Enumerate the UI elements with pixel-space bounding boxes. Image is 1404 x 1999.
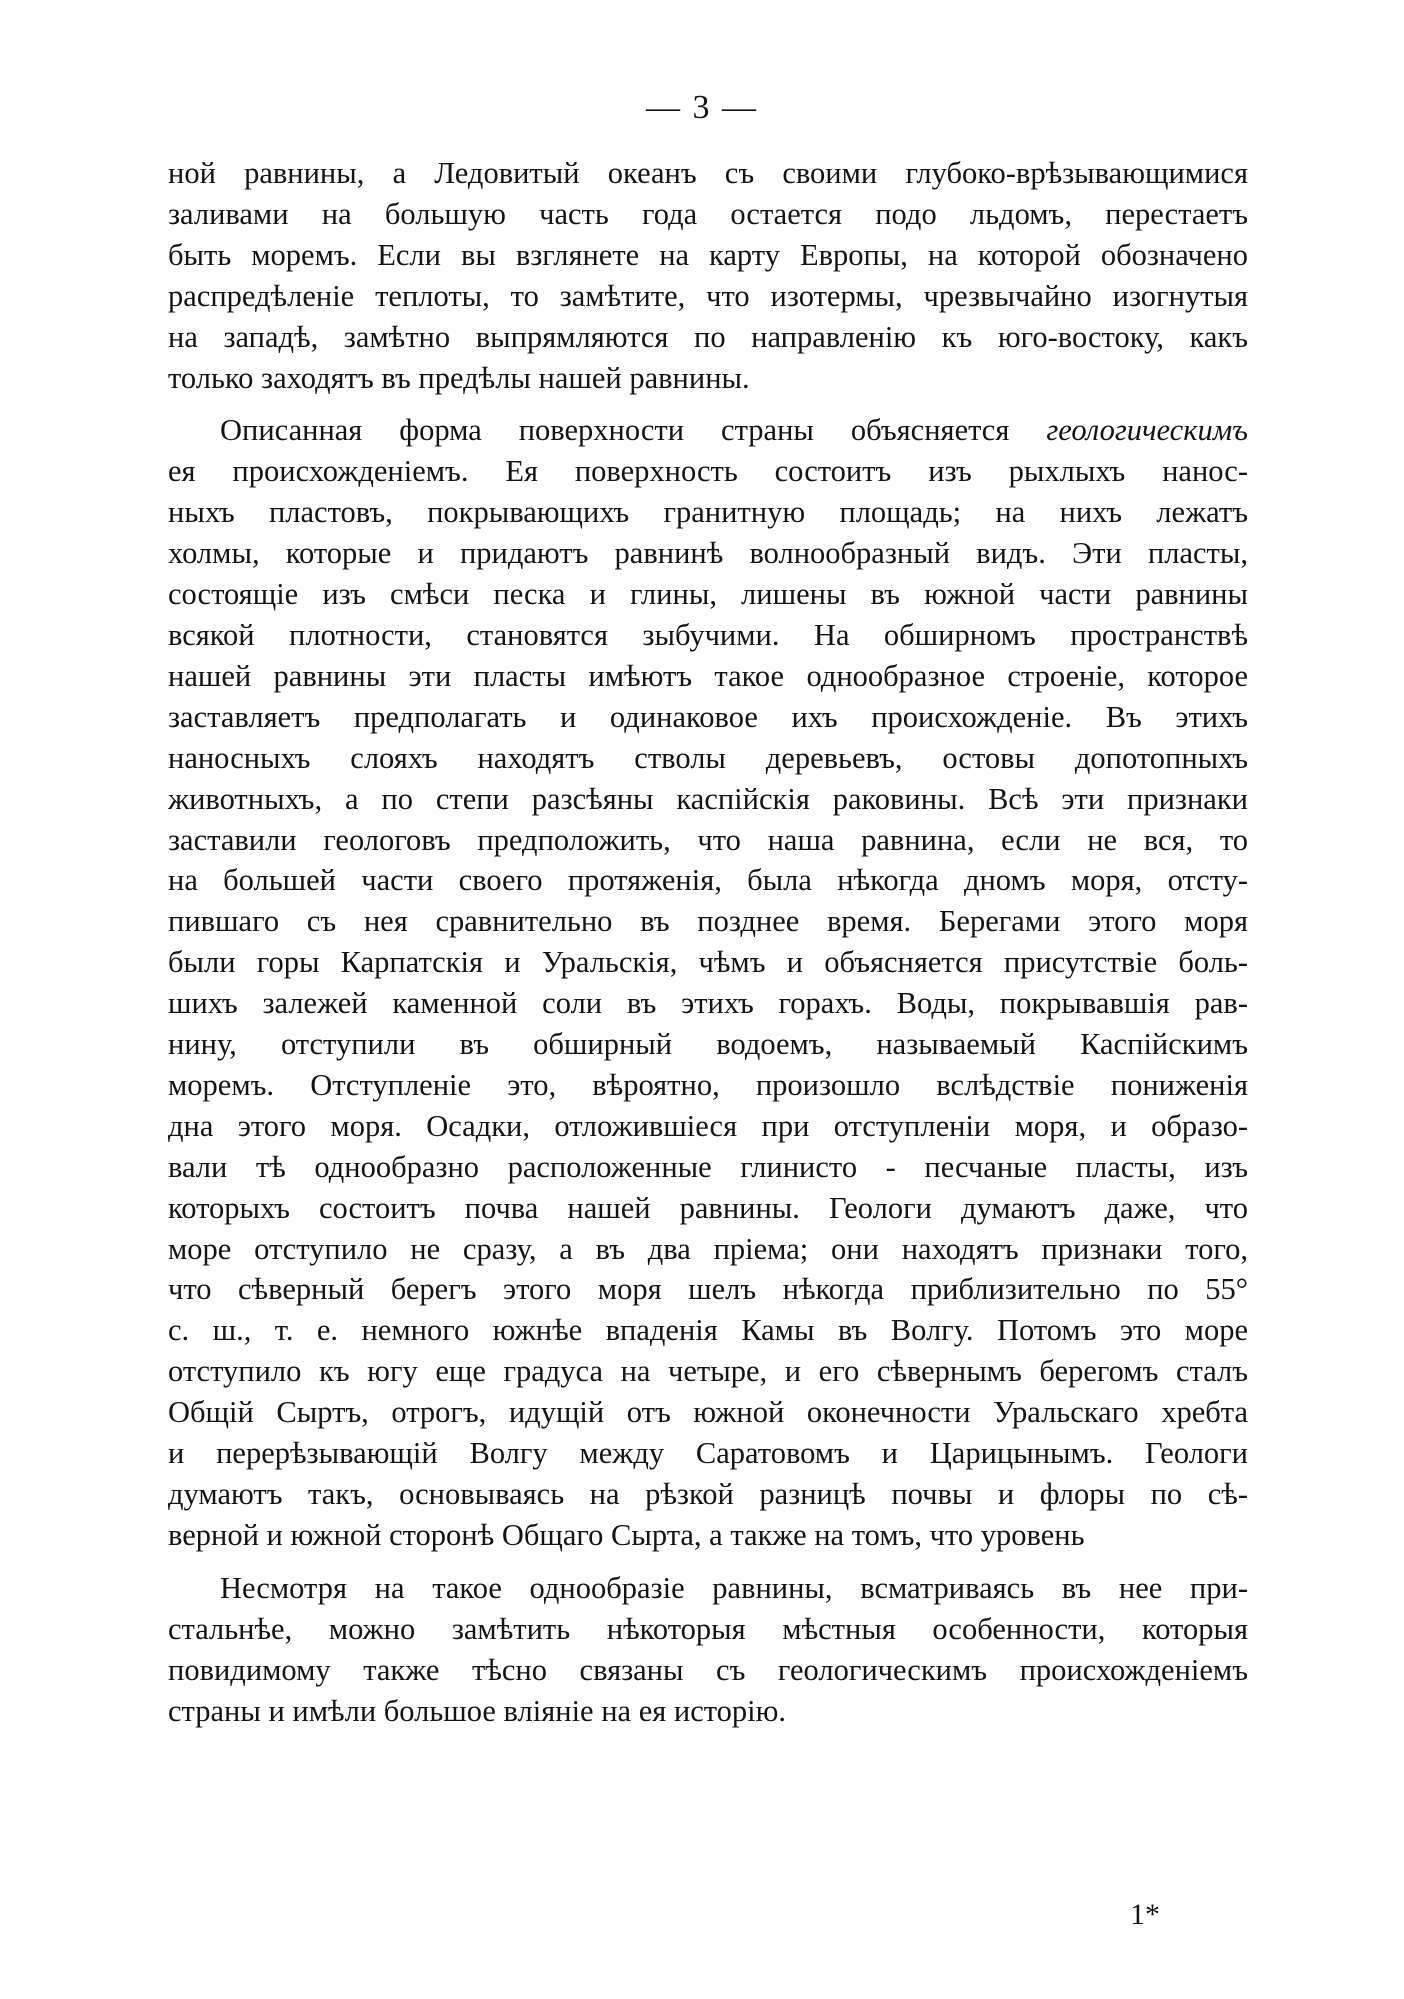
text-line: только заходятъ въ предѣлы нашей равнины. <box>168 360 750 395</box>
text-run: Описанная форма поверхности страны объясняется <box>220 413 1010 448</box>
text-line: повидимому также тѣсно связаны съ геологическимъ происхожденіемъ <box>168 1652 1248 1687</box>
paragraph-1 <box>168 153 1248 398</box>
text-line: верной и южной сторонѣ Общаго Сырта, а также на томъ, что уровень <box>168 1517 1085 1552</box>
text-line: и перерѣзывающій Волгу между Саратовомъ и Царицынымъ. Геологи <box>168 1436 1248 1471</box>
text-line <box>168 1568 1248 1609</box>
text-line: стальнѣе, можно замѣтить нѣкоторыя мѣстныя особенности, которыя <box>168 1611 1248 1646</box>
text-line: состоящіе изъ смѣси песка и глины, лишены въ южной части равнины <box>168 577 1248 612</box>
text-line: распредѣленіе теплоты, то замѣтите, что изотермы, чрезвычайно изогнутыя <box>168 278 1248 313</box>
text-line: нину, отступили въ обширный водоемъ, называемый Каспійскимъ <box>168 1027 1248 1062</box>
text-line: всякой плотности, становятся зыбучими. На обширномъ пространствѣ <box>168 617 1248 652</box>
paragraph-2 <box>168 410 1248 1555</box>
paragraph-3 <box>168 1568 1248 1732</box>
text-line: были горы Карпатскія и Уральскія, чѣмъ и объясняется присутствіе боль- <box>168 945 1248 980</box>
text-line: вали тѣ однообразно расположенные глинисто - песчаные пласты, изъ <box>168 1149 1248 1184</box>
text-line: холмы, которые и придаютъ равнинѣ волнообразный видъ. Эти пласты, <box>168 536 1248 571</box>
text-line: на большей части своего протяженія, была нѣкогда дномъ моря, отсту- <box>168 863 1248 898</box>
text-line: думаютъ такъ, основываясь на рѣзкой разницѣ почвы и флоры по сѣ- <box>168 1477 1248 1511</box>
text-line: моремъ. Отступленіе это, вѣроятно, произошло вслѣдствіе пониженія <box>168 1067 1248 1102</box>
text-line: пившаго съ нея сравнительно въ позднее время. Берегами этого моря <box>168 904 1248 939</box>
text-line: отступило къ югу еще градуса на четыре, и его сѣвернымъ берегомъ сталъ <box>168 1354 1248 1389</box>
text-line: с. ш., т. е. немного южнѣе впаденія Камы въ Волгу. Потомъ это море <box>168 1313 1248 1348</box>
text-line: на западѣ, замѣтно выпрямляются по направленію къ юго-востоку, какъ <box>168 319 1248 354</box>
text-line: быть моремъ. Если вы взглянете на карту Европы, на которой обозначено <box>168 237 1248 272</box>
text-line: страны и имѣли большое вліяніе на ея исторію. <box>168 1693 787 1728</box>
text-line: заставили геологовъ предположить, что наша равнина, если не вся, то <box>168 822 1248 857</box>
text-line: животныхъ, а по степи разсѣяны каспійскія раковины. Всѣ эти признаки <box>168 781 1248 816</box>
text-line: заливами на большую часть года остается подо льдомъ, перестаетъ <box>168 196 1248 231</box>
body-text <box>168 153 1248 1731</box>
text-line: ея происхожденіемъ. Ея поверхность состоитъ изъ рыхлыхъ нанос- <box>168 454 1248 489</box>
text-line: ныхъ пластовъ, покрывающихъ гранитную площадь; на нихъ лежатъ <box>168 495 1248 530</box>
text-line: ной равнины, а Ледовитый океанъ съ своими глубоко-врѣзывающимися <box>168 156 1248 190</box>
text-line: нашей равнины эти пласты имѣютъ такое однообразное строеніе, которое <box>168 658 1248 693</box>
text-line: заставляетъ предполагать и одинаковое ихъ происхожденіе. Въ этихъ <box>168 699 1248 734</box>
text-line: что сѣверный берегъ этого моря шелъ нѣкогда приблизительно по 55° <box>168 1272 1248 1307</box>
text-line <box>168 410 1248 451</box>
text-line: дна этого моря. Осадки, отложившіеся при отступленіи моря, и образо- <box>168 1108 1248 1143</box>
text-line: которыхъ состоитъ почва нашей равнины. Геологи думаютъ даже, что <box>168 1190 1248 1225</box>
text-line: шихъ залежей каменной соли въ этихъ горахъ. Воды, покрывавшія рав- <box>168 986 1248 1021</box>
text-line: наносныхъ слояхъ находятъ стволы деревьевъ, остовы допотопныхъ <box>168 740 1248 775</box>
signature-mark: 1* <box>1130 1898 1160 1931</box>
text-line: море отступило не сразу, а въ два пріема; они находятъ признаки того, <box>168 1231 1248 1266</box>
text-line: Общій Сыртъ, отрогъ, идущій отъ южной оконечности Уральскаго хребта <box>168 1395 1248 1430</box>
emphasized-term: геологическимъ <box>1046 413 1249 448</box>
page-number: — 3 — <box>646 89 758 126</box>
text-run: Несмотря на такое однообразіе равнины, всматриваясь въ нее при- <box>220 1570 1248 1605</box>
